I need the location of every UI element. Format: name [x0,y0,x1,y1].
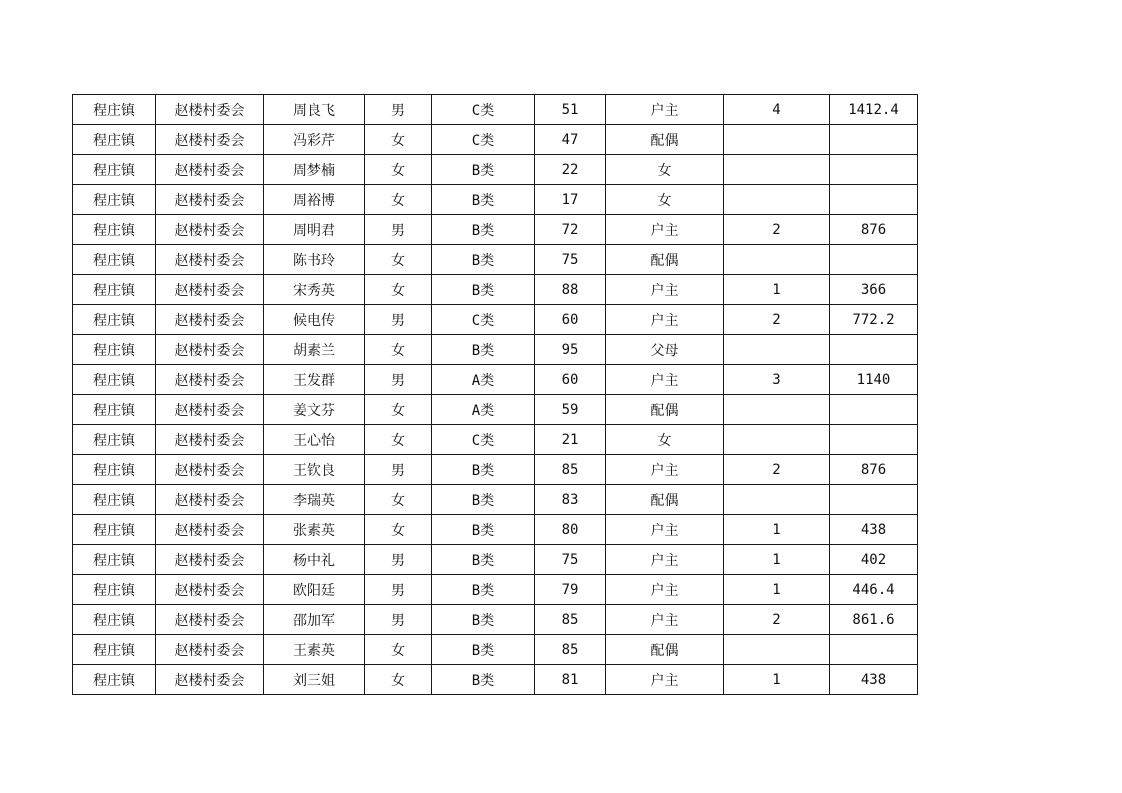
relation-cell: 户主 [606,275,724,305]
village-cell: 赵楼村委会 [156,245,264,275]
town-cell: 程庄镇 [73,305,156,335]
name-cell: 周梦楠 [264,155,365,185]
age-cell: 81 [535,665,606,695]
gender-cell: 男 [365,575,432,605]
table-row [73,305,918,335]
age-cell: 59 [535,395,606,425]
village-cell: 赵楼村委会 [156,665,264,695]
category-cell: B类 [432,275,535,305]
village-cell: 赵楼村委会 [156,425,264,455]
household-size-cell: 1 [724,575,830,605]
gender-cell: 女 [365,395,432,425]
amount-cell [830,245,918,275]
table-row [73,635,918,665]
relation-cell: 户主 [606,455,724,485]
relation-cell: 户主 [606,545,724,575]
gender-cell: 女 [365,515,432,545]
household-size-cell [724,335,830,365]
name-cell: 胡素兰 [264,335,365,365]
amount-cell: 366 [830,275,918,305]
household-size-cell: 1 [724,275,830,305]
category-cell: A类 [432,365,535,395]
age-cell: 79 [535,575,606,605]
village-cell: 赵楼村委会 [156,605,264,635]
town-cell: 程庄镇 [73,395,156,425]
gender-cell: 女 [365,635,432,665]
category-cell: B类 [432,245,535,275]
relation-cell: 户主 [606,665,724,695]
village-cell: 赵楼村委会 [156,365,264,395]
name-cell: 邵加军 [264,605,365,635]
table-row [73,365,918,395]
category-cell: C类 [432,425,535,455]
category-cell: A类 [432,395,535,425]
household-size-cell [724,185,830,215]
household-size-cell: 1 [724,545,830,575]
town-cell: 程庄镇 [73,335,156,365]
relation-cell: 户主 [606,95,724,125]
village-cell: 赵楼村委会 [156,335,264,365]
relation-cell: 配偶 [606,245,724,275]
household-table [72,94,918,695]
town-cell: 程庄镇 [73,455,156,485]
table-row [73,245,918,275]
household-size-cell: 1 [724,515,830,545]
name-cell: 张素英 [264,515,365,545]
category-cell: B类 [432,215,535,245]
name-cell: 王钦良 [264,455,365,485]
village-cell: 赵楼村委会 [156,575,264,605]
household-size-cell: 2 [724,455,830,485]
relation-cell: 女 [606,425,724,455]
amount-cell: 1412.4 [830,95,918,125]
village-cell: 赵楼村委会 [156,395,264,425]
category-cell: B类 [432,185,535,215]
table-row [73,125,918,155]
age-cell: 85 [535,635,606,665]
amount-cell: 402 [830,545,918,575]
amount-cell [830,395,918,425]
village-cell: 赵楼村委会 [156,125,264,155]
household-size-cell: 2 [724,215,830,245]
category-cell: C类 [432,95,535,125]
village-cell: 赵楼村委会 [156,545,264,575]
household-size-cell: 4 [724,95,830,125]
household-size-cell [724,485,830,515]
gender-cell: 女 [365,665,432,695]
relation-cell: 配偶 [606,125,724,155]
amount-cell: 861.6 [830,605,918,635]
name-cell: 杨中礼 [264,545,365,575]
gender-cell: 女 [365,185,432,215]
name-cell: 周裕博 [264,185,365,215]
table-row [73,545,918,575]
village-cell: 赵楼村委会 [156,635,264,665]
category-cell: C类 [432,125,535,155]
name-cell: 王发群 [264,365,365,395]
town-cell: 程庄镇 [73,275,156,305]
gender-cell: 男 [365,365,432,395]
amount-cell: 446.4 [830,575,918,605]
age-cell: 88 [535,275,606,305]
relation-cell: 配偶 [606,635,724,665]
town-cell: 程庄镇 [73,605,156,635]
town-cell: 程庄镇 [73,545,156,575]
category-cell: B类 [432,605,535,635]
household-size-cell [724,395,830,425]
category-cell: B类 [432,485,535,515]
table-body [73,95,918,695]
gender-cell: 男 [365,455,432,485]
table-row [73,455,918,485]
age-cell: 47 [535,125,606,155]
town-cell: 程庄镇 [73,95,156,125]
town-cell: 程庄镇 [73,575,156,605]
age-cell: 17 [535,185,606,215]
town-cell: 程庄镇 [73,665,156,695]
gender-cell: 男 [365,95,432,125]
table-row [73,395,918,425]
age-cell: 75 [535,245,606,275]
relation-cell: 户主 [606,305,724,335]
gender-cell: 女 [365,275,432,305]
age-cell: 83 [535,485,606,515]
age-cell: 60 [535,365,606,395]
name-cell: 宋秀英 [264,275,365,305]
table-row [73,485,918,515]
household-size-cell: 1 [724,665,830,695]
village-cell: 赵楼村委会 [156,155,264,185]
relation-cell: 父母 [606,335,724,365]
category-cell: C类 [432,305,535,335]
village-cell: 赵楼村委会 [156,185,264,215]
gender-cell: 女 [365,485,432,515]
table-row [73,275,918,305]
amount-cell [830,485,918,515]
household-size-cell: 3 [724,365,830,395]
age-cell: 22 [535,155,606,185]
table-row [73,515,918,545]
table-row [73,665,918,695]
town-cell: 程庄镇 [73,185,156,215]
relation-cell: 户主 [606,215,724,245]
age-cell: 60 [535,305,606,335]
table-row [73,575,918,605]
category-cell: B类 [432,335,535,365]
relation-cell: 户主 [606,515,724,545]
category-cell: B类 [432,575,535,605]
age-cell: 80 [535,515,606,545]
village-cell: 赵楼村委会 [156,95,264,125]
amount-cell [830,635,918,665]
amount-cell: 772.2 [830,305,918,335]
village-cell: 赵楼村委会 [156,305,264,335]
town-cell: 程庄镇 [73,485,156,515]
town-cell: 程庄镇 [73,245,156,275]
village-cell: 赵楼村委会 [156,275,264,305]
table-row [73,425,918,455]
name-cell: 候电传 [264,305,365,335]
category-cell: B类 [432,665,535,695]
category-cell: B类 [432,155,535,185]
gender-cell: 女 [365,335,432,365]
household-size-cell [724,125,830,155]
household-size-cell: 2 [724,305,830,335]
gender-cell: 女 [365,155,432,185]
table-row [73,95,918,125]
town-cell: 程庄镇 [73,515,156,545]
town-cell: 程庄镇 [73,635,156,665]
name-cell: 周明君 [264,215,365,245]
town-cell: 程庄镇 [73,365,156,395]
age-cell: 21 [535,425,606,455]
household-size-cell [724,425,830,455]
name-cell: 刘三姐 [264,665,365,695]
category-cell: B类 [432,515,535,545]
name-cell: 姜文芬 [264,395,365,425]
name-cell: 冯彩芹 [264,125,365,155]
amount-cell [830,155,918,185]
gender-cell: 女 [365,425,432,455]
age-cell: 85 [535,455,606,485]
village-cell: 赵楼村委会 [156,455,264,485]
relation-cell: 户主 [606,365,724,395]
amount-cell: 438 [830,515,918,545]
age-cell: 72 [535,215,606,245]
gender-cell: 女 [365,245,432,275]
category-cell: B类 [432,635,535,665]
gender-cell: 男 [365,605,432,635]
village-cell: 赵楼村委会 [156,515,264,545]
table-row [73,215,918,245]
amount-cell [830,125,918,155]
amount-cell: 876 [830,215,918,245]
household-size-cell: 2 [724,605,830,635]
name-cell: 欧阳廷 [264,575,365,605]
age-cell: 85 [535,605,606,635]
gender-cell: 男 [365,545,432,575]
category-cell: B类 [432,545,535,575]
table-row [73,335,918,365]
household-size-cell [724,155,830,185]
gender-cell: 男 [365,305,432,335]
relation-cell: 女 [606,155,724,185]
relation-cell: 户主 [606,575,724,605]
amount-cell: 876 [830,455,918,485]
table-row [73,185,918,215]
town-cell: 程庄镇 [73,425,156,455]
relation-cell: 配偶 [606,395,724,425]
household-size-cell [724,245,830,275]
gender-cell: 男 [365,215,432,245]
age-cell: 95 [535,335,606,365]
village-cell: 赵楼村委会 [156,215,264,245]
amount-cell: 1140 [830,365,918,395]
table-row [73,605,918,635]
gender-cell: 女 [365,125,432,155]
village-cell: 赵楼村委会 [156,485,264,515]
name-cell: 王心怡 [264,425,365,455]
name-cell: 王素英 [264,635,365,665]
table-row [73,155,918,185]
name-cell: 陈书玲 [264,245,365,275]
relation-cell: 女 [606,185,724,215]
town-cell: 程庄镇 [73,215,156,245]
relation-cell: 户主 [606,605,724,635]
amount-cell [830,425,918,455]
amount-cell: 438 [830,665,918,695]
amount-cell [830,185,918,215]
age-cell: 75 [535,545,606,575]
relation-cell: 配偶 [606,485,724,515]
age-cell: 51 [535,95,606,125]
town-cell: 程庄镇 [73,155,156,185]
name-cell: 周良飞 [264,95,365,125]
category-cell: B类 [432,455,535,485]
town-cell: 程庄镇 [73,125,156,155]
household-size-cell [724,635,830,665]
name-cell: 李瑞英 [264,485,365,515]
amount-cell [830,335,918,365]
